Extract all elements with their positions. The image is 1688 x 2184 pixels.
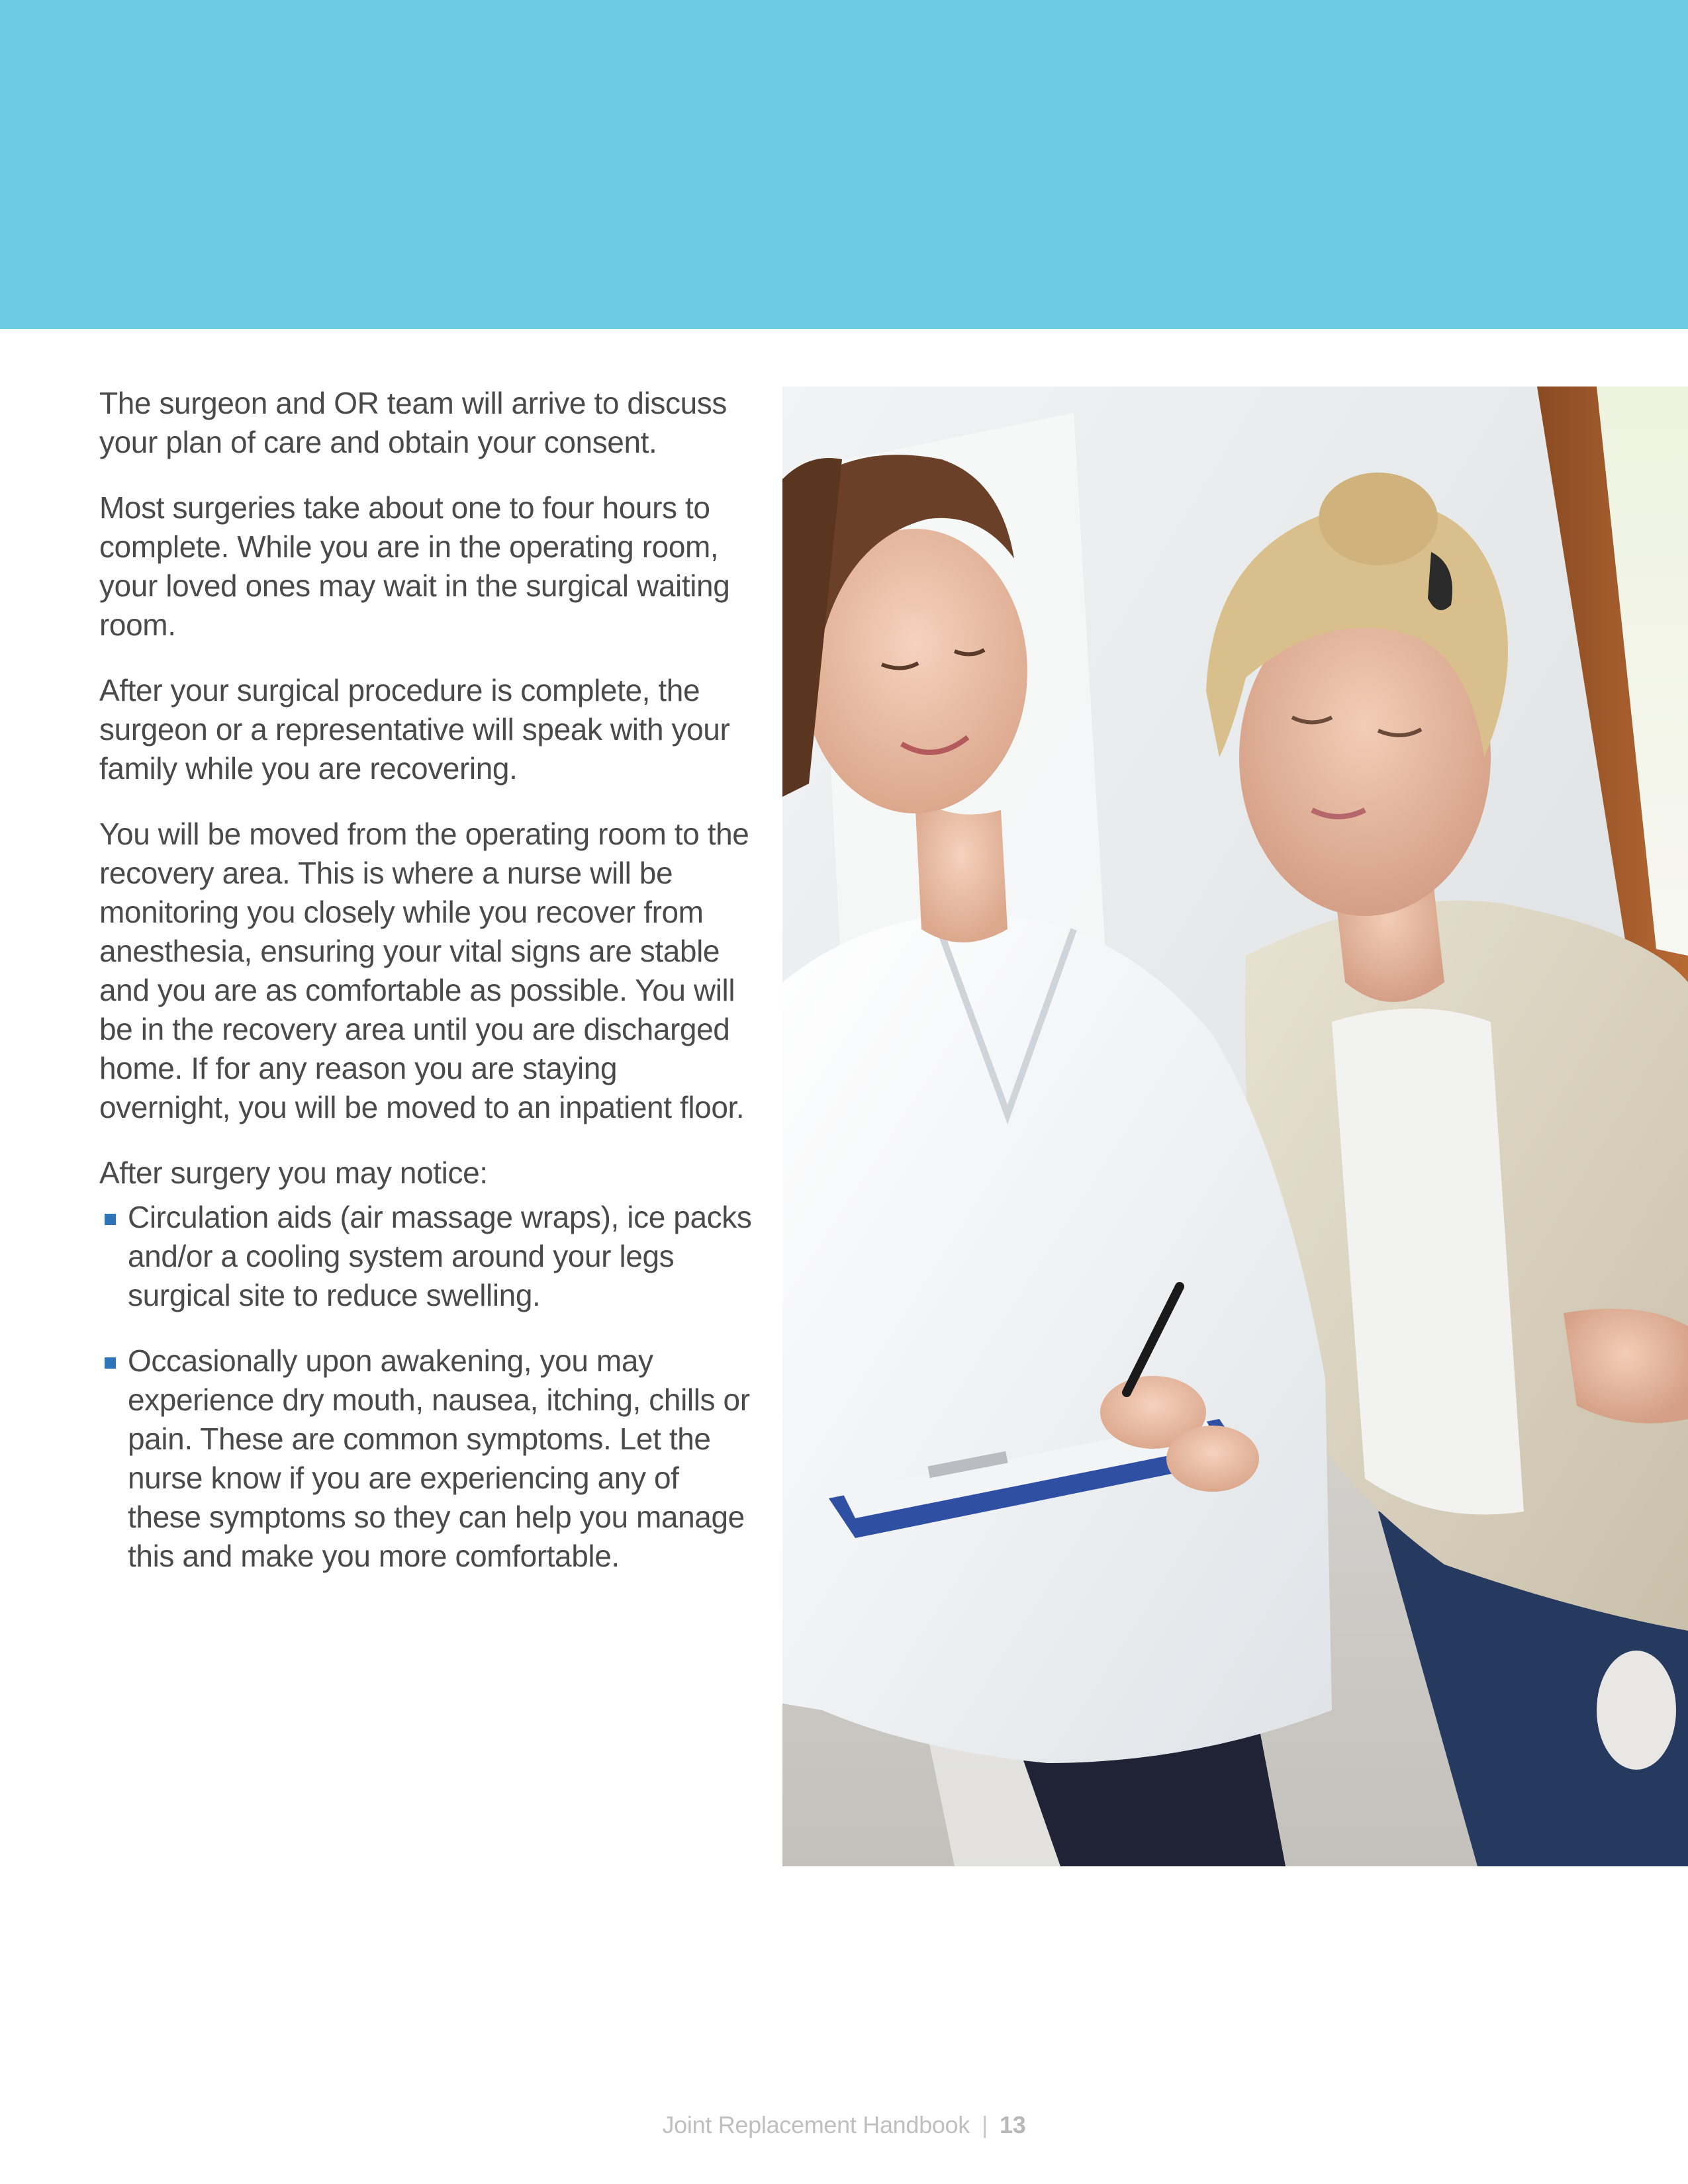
square-bullet-icon (105, 1214, 116, 1225)
notice-list (99, 1198, 755, 1576)
notice-lead: After surgery you may notice: (99, 1156, 488, 1190)
page-number: 13 (1000, 2111, 1026, 2138)
list-item-text: Occasionally upon awakening, you may experience dry mouth, nausea, itching, chills or pain. These are common symptoms. Let the nurse know if you are experiencing any of these symptoms so they can help you manage this and make you more comfortable. (128, 1343, 750, 1573)
list-item (99, 1198, 755, 1315)
paragraph-consent: The surgeon and OR team will arrive to discuss your plan of care and obtain your consent. (99, 386, 727, 459)
paragraph-after-procedure: After your surgical procedure is complete, the surgeon or a representative will speak with your family while you are recovering. (99, 673, 730, 786)
nurse-and-patient-photo (782, 387, 1688, 1866)
page-footer (0, 2111, 1688, 2139)
list-item-text: Circulation aids (air massage wraps), ice packs and/or a cooling system around your legs surgical site to reduce swelling. (128, 1200, 752, 1312)
body-text-column (99, 384, 755, 1602)
paragraph-recovery-area: You will be moved from the operating room to the recovery area. This is where a nurse will be monitoring you closely while you recover from anesthesia, ensuring your vital signs are stable and you are as comfortable as possible. You will be in the recovery area until you are discharged home. If for any reason you are staying overnight, you will be moved to an inpatient floor. (99, 817, 749, 1124)
paragraph-surgery-duration: Most surgeries take about one to four hours to complete. While you are in the operating room, your loved ones may wait in the surgical waiting room. (99, 490, 730, 642)
list-item (99, 1342, 755, 1576)
footer-separator: | (981, 2111, 988, 2138)
header-color-band (0, 0, 1688, 329)
square-bullet-icon (105, 1357, 116, 1369)
footer-title: Joint Replacement Handbook (662, 2111, 970, 2138)
